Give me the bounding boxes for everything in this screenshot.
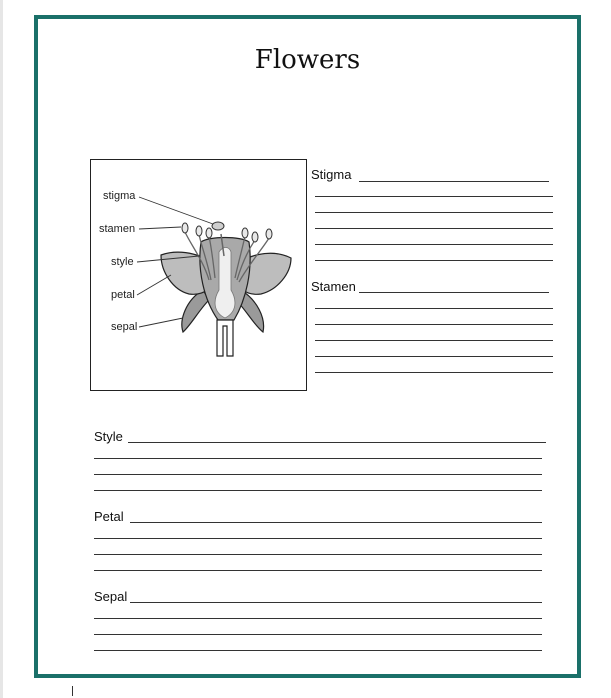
window-edge	[0, 0, 3, 698]
label-style: style	[111, 256, 134, 268]
stamen-answer-line[interactable]	[315, 356, 553, 357]
sepal-answer-line[interactable]	[130, 602, 542, 603]
sepal-answer-line[interactable]	[94, 618, 542, 619]
stamen-label: Stamen	[311, 279, 356, 294]
style-answer-line[interactable]	[94, 490, 542, 491]
petal-answer-line[interactable]	[94, 570, 542, 571]
stigma-label: Stigma	[311, 167, 352, 182]
sepal-answer-line[interactable]	[94, 650, 542, 651]
stigma-field	[311, 167, 353, 182]
label-stamen: stamen	[99, 223, 136, 235]
petal-answer-line[interactable]	[94, 538, 542, 539]
petal-label: Petal	[94, 509, 124, 524]
flower-diagram	[90, 159, 307, 391]
style-answer-line[interactable]	[128, 442, 546, 443]
petal-answer-line[interactable]	[94, 554, 542, 555]
stamen-answer-line[interactable]	[359, 292, 549, 293]
text-cursor	[72, 686, 73, 696]
style-answer-line[interactable]	[94, 474, 542, 475]
label-sepal: sepal	[111, 321, 138, 333]
sepal-answer-line[interactable]	[94, 634, 542, 635]
page-title: Flowers	[254, 45, 361, 75]
sepal-label: Sepal	[94, 589, 128, 604]
label-stigma: stigma	[103, 190, 136, 202]
sepal-field	[94, 589, 129, 604]
petal-field	[94, 509, 126, 524]
style-label: Style	[94, 429, 123, 444]
stigma-answer-line[interactable]	[315, 212, 553, 213]
stigma-answer-line[interactable]	[315, 260, 553, 261]
stamen-answer-line[interactable]	[315, 340, 553, 341]
petal-answer-line[interactable]	[130, 522, 542, 523]
stigma-answer-line[interactable]	[315, 228, 553, 229]
stigma-answer-line[interactable]	[359, 181, 549, 182]
worksheet-page	[34, 15, 581, 678]
stigma-answer-line[interactable]	[315, 196, 553, 197]
stamen-answer-line[interactable]	[315, 324, 553, 325]
stamen-answer-line[interactable]	[315, 372, 553, 373]
style-answer-line[interactable]	[94, 458, 542, 459]
stigma-answer-line[interactable]	[315, 244, 553, 245]
label-petal: petal	[111, 289, 135, 301]
style-field	[94, 429, 125, 444]
stamen-field	[311, 279, 358, 294]
stamen-answer-line[interactable]	[315, 308, 553, 309]
